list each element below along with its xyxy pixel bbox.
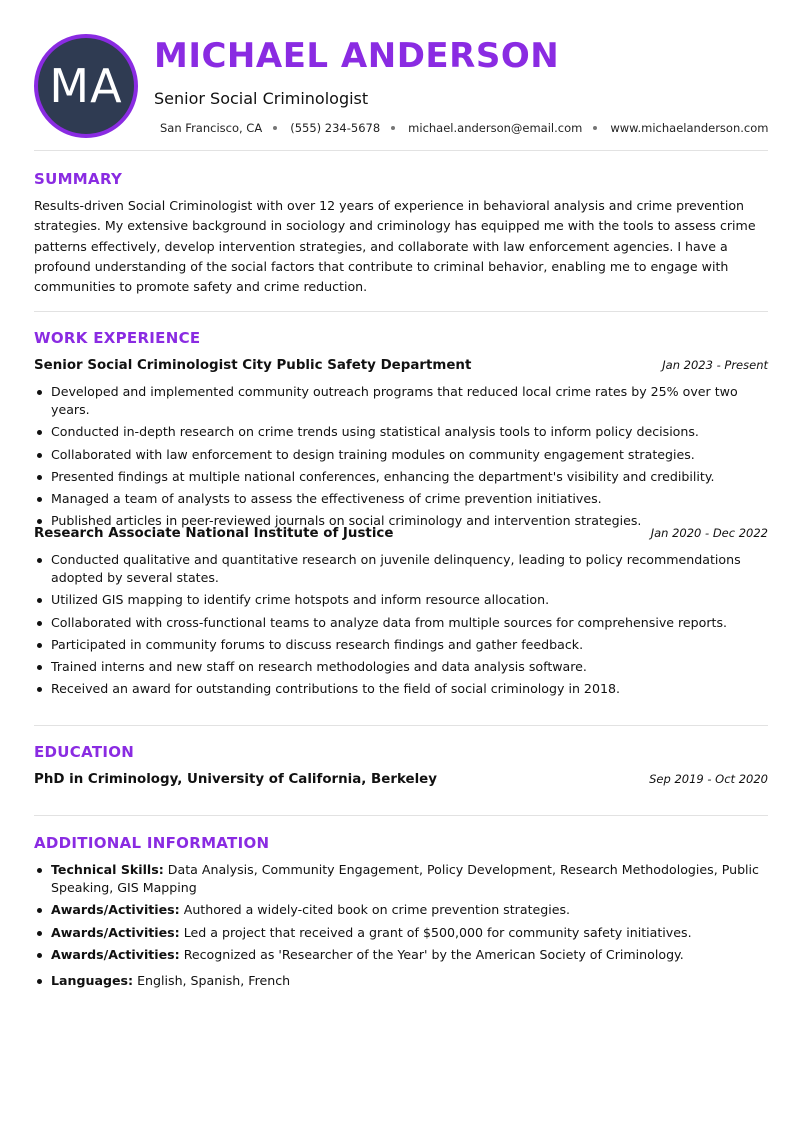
avatar	[34, 34, 138, 138]
list-item	[34, 924, 768, 942]
list-item: Managed a team of analysts to assess the effectiveness of crime prevention initiatives.	[34, 490, 768, 508]
avatar-initials: MA	[49, 59, 123, 113]
list-item: Trained interns and new staff on research methodologies and data analysis software.	[34, 658, 768, 676]
job-title: Senior Social Criminologist City Public Safety Department	[34, 358, 472, 373]
list-item: Received an award for outstanding contributions to the field of social criminology in 2018.	[34, 680, 768, 698]
job-title: Research Associate National Institute of Justice	[34, 526, 394, 541]
additional-info-heading: ADDITIONAL INFORMATION	[34, 834, 270, 852]
additional-info-list	[34, 861, 768, 994]
list-item: Participated in community forums to discuss research findings and gather feedback.	[34, 636, 768, 654]
item-label: Technical Skills:	[51, 862, 164, 877]
work-experience-heading: WORK EXPERIENCE	[34, 329, 201, 347]
contact-email[interactable]: michael.anderson@email.com	[408, 121, 583, 135]
job-header	[34, 358, 768, 373]
separator-dot-icon	[391, 126, 395, 130]
contact-location: San Francisco, CA	[160, 121, 263, 135]
resume-header	[34, 34, 768, 138]
list-item: Conducted qualitative and quantitative research on juvenile delinquency, leading to policy recommendations adopted by several states.	[34, 551, 768, 587]
job-header	[34, 526, 768, 541]
item-text: English, Spanish, French	[137, 973, 291, 989]
degree: PhD in Criminology, University of California, Berkeley	[34, 772, 437, 787]
candidate-name: MICHAEL ANDERSON	[154, 36, 560, 76]
item-text: Recognized as 'Researcher of the Year' by the American Society of Criminology.	[183, 946, 684, 962]
education-dates: Sep 2019 - Oct 2020	[649, 772, 768, 786]
list-item	[34, 861, 768, 897]
candidate-title: Senior Social Criminologist	[154, 89, 369, 108]
list-item: Developed and implemented community outreach programs that reduced local crime rates by 25% over two years.	[34, 383, 768, 419]
item-label: Awards/Activities:	[51, 924, 180, 940]
list-item	[34, 972, 768, 990]
divider	[34, 311, 768, 312]
job-bullets	[34, 551, 768, 702]
divider	[34, 150, 768, 151]
list-item: Published articles in peer-reviewed journals on social criminology and intervention strategies.	[34, 512, 768, 530]
separator-dot-icon	[273, 126, 277, 130]
list-item	[34, 901, 768, 919]
contact-row	[160, 121, 768, 135]
item-text: Led a project that received a grant of $500,000 for community safety initiatives.	[183, 924, 692, 940]
contact-phone: (555) 234-5678	[290, 121, 381, 135]
list-item: Presented findings at multiple national conferences, enhancing the department's visibility and credibility.	[34, 468, 768, 486]
item-label: Awards/Activities:	[51, 946, 180, 962]
list-item: Collaborated with cross-functional teams to analyze data from multiple sources for comprehensive reports.	[34, 614, 768, 632]
job-bullets	[34, 383, 768, 534]
list-item: Utilized GIS mapping to identify crime hotspots and inform resource allocation.	[34, 591, 768, 609]
item-label: Awards/Activities:	[51, 902, 180, 918]
job-dates: Jan 2023 - Present	[662, 358, 768, 372]
list-item: Collaborated with law enforcement to design training modules on community engagement strategies.	[34, 446, 768, 464]
job-dates: Jan 2020 - Dec 2022	[650, 526, 768, 540]
summary-heading: SUMMARY	[34, 170, 123, 188]
summary-text: Results-driven Social Criminologist with over 12 years of experience in behavioral analysis and crime prevention strategies. My extensive background in sociology and criminology has equipped me with the tools to assess crime patterns effectively, develop intervention strategies, and collaborate with law enforcement agencies. I have a profound understanding of the social factors that contribute to criminal behavior, enabling me to engage with communities to promote safety and crime reduction.	[34, 198, 756, 295]
list-item: Conducted in-depth research on crime trends using statistical analysis tools to inform policy decisions.	[34, 423, 768, 441]
separator-dot-icon	[593, 126, 597, 130]
contact-website[interactable]: www.michaelanderson.com	[610, 121, 769, 135]
item-text: Authored a widely-cited book on crime prevention strategies.	[183, 902, 571, 918]
item-text: Data Analysis, Community Engagement, Policy Development, Research Methodologies, Public Speaking, GIS Mapping	[51, 862, 759, 896]
item-label: Languages:	[51, 973, 134, 989]
education-heading: EDUCATION	[34, 743, 135, 761]
divider	[34, 815, 768, 816]
list-item	[34, 946, 768, 964]
divider	[34, 725, 768, 726]
education-entry	[34, 772, 768, 787]
